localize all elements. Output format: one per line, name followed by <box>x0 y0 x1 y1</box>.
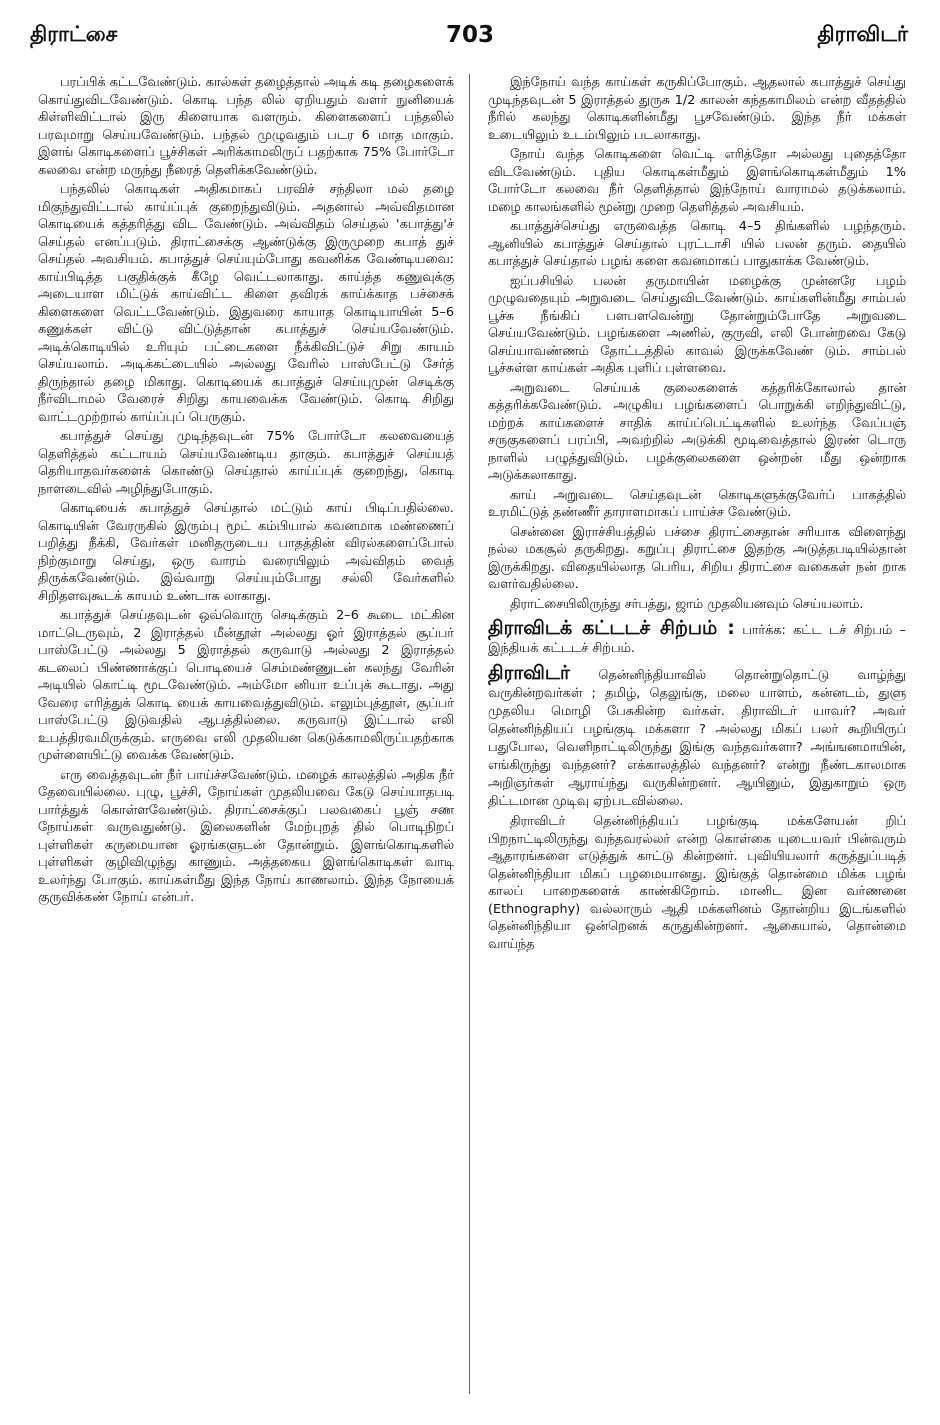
entry-dravidians <box>488 664 906 811</box>
paragraph: சென்னை இராச்சியத்தில் பச்சை திராட்சைதான் சரியாக விளைந்து நல்ல மகசூல் தருகிறது. கறுப்பு திராட்சை இதற்கு அடுத்தபடியில்தான் இருக்கிறது. விதையில்லாத பெரிய, சிறிய திராட்சை வகைகள் நன் றாக வளர்வதில்லை. <box>488 524 906 592</box>
paragraph: அறுவடை செய்யக் குலைகளைக் கத்தரிக்கோலால் தான் கத்தரிக்கவேண்டும். அழுகிய பழங்களைப் பொறுக்கி எறிந்துவிட்டு, மற்றக் காய்களைச் சாதிக் காய்ப்பெட்டிகளில் உலர்ந்த வேப்பஞ் சருகுகளைப் பரப்பி, அவற்றில் அடுக்கி மூடிவைத்தால் இரண் டொரு நாளில் பழுத்துவிடும். பழக்குலைகளை ஒன்றன் மீது ஒன்றாக அடுக்கலாகாது. <box>488 380 906 483</box>
paragraph: திராவிடர் தென்னிந்தியப் பழங்குடி மக்களேயன் றிப் பிறநாட்டிலிருந்து வந்தவரல்லர் என்ற கொள்கை யுடையவர் பின்வரும் ஆதாரங்களை எடுத்துக் காட்டு கின்றனர். புவியியலார் கருத்துப்படித் தென்னிந்தியா மிகப் பழமையானது. இங்குத் தொன்மை மிக்க பழங் காலப் பாறைகளைக் காண்கிறோம். மானிட இன வர்ணனை (Ethnography) வல்லாரும் ஆதி மக்களினம் தோன்றிய இடங்களில் தென்னிந்தியா ஒன்றெனக் கருதுகின்றனர். ஆகையால், தொன்மை வாய்ந்த <box>488 814 906 952</box>
left-column <box>38 74 454 909</box>
paragraph: கபாத்துச் செய்தவுடன் ஒவ்வொரு செடிக்கும் 2–6 கூடை மட்கின மாட்டெருவும், 2 இராத்தல் மீன்தூள் அல்லது ஓர் இராத்தல் சூப்பர் பாஸ்பேட்டு அல்லது 5 இராத்தல் கருவாடு அல்லது 2 இராத்தல் கடலைப் பிண்ணாக்குப் பொடியைச் செம்மண்ணுடன் கலந்து வேரின் அடியில் கொட்டி மூடவேண்டும். அம்மோ னியா உப்புக் கூடாது. அது வேரை எரித்துக் கொடி யைக் காயவைத்துவிடும். எலும்புத்தூள், சூப்பர் பாஸ்பேட்டு இடுவதில் ஆபத்தில்லை. கருவாடு இட்டால் எலி உபத்திரவமிருக்கும். எருவை எலி முதலியன கெடுக்காமலிருப்பதற்காக முள்ளையிட்டு வைக்க வேண்டும். <box>38 608 454 763</box>
paragraph: பரப்பிக் கட்டவேண்டும். கால்கள் தழைத்தால் அடிக் கடி தழைகளைக் கொய்துவிடவேண்டும். கொடி பந்த லில் ஏறியதும் வளர் நுனியைக் கிள்ளிவிட்டால் இரு கிளையாக வளரும். கிளைகளைப் பந்தலில் பரவுமாறு செய்யவேண்டும். பந்தல் முழுவதும் படர 6 மாத மாகும். இளங் கொடிகளைப் பூச்சிகள் அரிக்காமலிருப் பதற்காக 75% போர்டோ கலவை என்ற மருந்து நீரைத் தெளிக்கவேண்டும். <box>38 75 454 178</box>
paragraph: எரு வைத்தவுடன் நீர் பாய்ச்சவேண்டும். மழைக் காலத்தில் அதிக நீர் தேவையில்லை. புழு, பூச்சி, நோய்கள் முதலியவை கேடு செய்யாதபடி பார்த்துக் கொள்ளவேண்டும். திராட்சைக்குப் பலவகைப் பூஞ் சண நோய்கள் வருவதுண்டு. இலைகளின் மேற்புறத் தில் பொடிநிறப் புள்ளிகள் கருமையான ஓரங்களுடன் தோன்றும். இளங்கொடிகளில் புள்ளிகள் குழிவிழுந்து காணும். அத்தகைய இளங்கொடிகள் வாடி உலர்ந்து போகும். காய்கள்மீது இந்த நோய் காணலாம். இந்த நோயைக் குருவிக்கண் நோய் என்பர். <box>38 767 454 905</box>
page-number: 703 <box>445 22 494 48</box>
page-header <box>0 22 940 56</box>
entry-text: பார்க்க: கட்ட டச் சிற்பம் – இந்தியக் கட்டடச் சிற்பம். <box>488 623 906 656</box>
running-head-left: திராட்சை <box>30 22 118 46</box>
paragraph: காய் அறுவடை செய்தவுடன் கொடிகளுக்குவேர்ப் பாகத்தில் உரமிட்டுத் தண்ணீர் தாராளமாகப் பாய்ச்ச வேண்டும். <box>488 487 906 520</box>
paragraph: பந்தலில் கொடிகள் அதிகமாகப் பரவிச் சந்திலா மல் தழை மிகுந்துவிட்டால் காய்ப்புக் குறைந்துவிடும். அதனால் அவ்விதமான கொடியைக் கத்தரித்து விட வேண்டும். அவ்விதம் செய்தல் 'கபாத்து'ச் செய்தல் எனப்படும். திராட்சைக்கு ஆண்டுக்கு இருமுறை கபாத் துச் செய்தல் அவசியம். கபாத்துச் செய்யும்போது கவனிக்க வேண்டியவை: காய்பிடித்த பகுதிக்குக் கீழே வெட்டலாகாது. காய்த்த கணுவுக்கு அடையாள மிட்டுக் காய்விட்ட கிளை தவிரக் காய்க்காத பச்சைக் கிளைகளை வெட்டவேண்டும். இதுவரை காயாத கொடியாயின் 5–6 கணுக்கள் விட்டு விட்டுத்தான் கபாத்துச் செய்யவேண்டும். அடிக்கொடியில் உரியும் பட்டைகளை நீக்கிவிட்டுச் சிறு காயம் செய்யலாம். அடிக்கட்டையில் அல்லது வேரில் பாஸ்பேட்டு சேர்த் திருந்தால் தழை மிகாது. கொடியைக் கபாத்துச் செய்யுமுன் செடிக்கு நீர்விடாமல் வேரைச் சிறிது காயவைக்க வேண்டும். கொடி சிறிது வாட்டமுற்றால் காய்ப்புப் பெருகும். <box>38 182 454 425</box>
column-divider <box>469 74 470 1394</box>
right-column <box>488 74 906 955</box>
entry-text: தென்னிந்தியாவில் தொன்றுதொட்டு வாழ்ந்து வருகின்றவர்கள் ; தமிழ், தெலுங்கு, மலை யாளம், கன்னடம், துளு முதலிய மொழி பேசுகின்ற வர்கள். திராவிடர் யாவர்? அவர் தென்னிந்தியப் பழங்குடி மக்களா ? அல்லது மிகப் பலர் கூறியிருப் பதுபோல, வெளிநாட்டிலிருந்து இங்கு வந்தவர்களா? அங்ஙனமாயின், எங்கிருந்து வந்தனர்? எக்காலத்தில் வந்தனர்? என்று நீண்டகாலமாக அறிஞர்கள் ஆராய்ந்து வருகின்றனர். ஆயினும், இதுகாறும் ஒரு திட்டமான முடிவு ஏற்படவில்லை. <box>488 668 906 809</box>
paragraph: திராட்சையிலிருந்து சர்பத்து, ஜாம் முதலியனவும் செய்யலாம். <box>510 596 864 612</box>
running-head-right: திராவிடர் <box>817 22 908 46</box>
entry-dravidian-architecture <box>488 619 906 658</box>
paragraph: கபாத்துச் செய்து முடிந்தவுடன் 75% போர்டோ கலவையைத் தெளித்தல் கட்டாயம் செய்யவேண்டிய தாகும். கபாத்துச் செய்யத் தெரியாதவர்களைக் கொண்டு செய்தால் காய்ப்புக் குறைந்து, கொடி நாளடைவில் அழிந்துபோகும். <box>38 429 454 497</box>
paragraph: கபாத்துச்செய்து எருவைத்த கொடி 4–5 திங்களில் பழந்தரும். ஆனியில் கபாத்துச் செய்தால் புரட்டாசி யில் பலன் தரும். தையில் கபாத்துச் செய்தால் பழங் களை கவனமாகப் பாதுகாக்க வேண்டும். <box>488 219 906 269</box>
entry-title: திராவிடர் <box>488 662 570 684</box>
entry-title: திராவிடக் கட்டடச் சிற்பம் : <box>488 617 735 639</box>
paragraph: நோய் வந்த கொடிகளை வெட்டி எரித்தோ அல்லது புதைத்தோ விடவேண்டும். புதிய கொடிகள்மீதும் இளங்கொடிகள்மீதும் 1% போர்டோ கலவை நீர் தெளித்தால் இந்நோய் வாராமல் தடுக்கலாம். மழை காலங்களில் மூன்று முறை தெளித்தல் அவசியம். <box>488 147 906 215</box>
paragraph: ஐப்பசியில் பலன் தருமாயின் மழைக்கு முன்னரே பழம் முழுவதையும் அறுவடை செய்துவிடவேண்டும். காய்களின்மீது சாம்பல் பூச்சு நீங்கிப் பளபளவென்று தோன்றும்போதே அறுவடை செய்யவேண்டும். பழங்களை அணில், குருவி, எலி போன்றவை கேடு செய்யாவண்ணம் தோட்டத்தில் காவல் இருக்கவேண் டும். சாம்பல் பூச்சுள்ள காய்கள் அதிக புளிப் புள்ளவை. <box>488 273 906 376</box>
paragraph: கொடியைக் கபாத்துச் செய்தால் மட்டும் காய் பிடிப்பதில்லை. கொடியின் வேரருகில் இரும்பு மூட் கம்பியால் கவனமாக மண்ணைப் பறித்து நீக்கி, வேர்கள் மனிதருடைய பாதத்தின் விரல்களைப்போல் நிற்குமாறு செய்து, ஒரு வாரம் வரையிலும் அவ்விதம் வைத் திருக்கவேண்டும். இவ்வாறு செய்யும்போது சல்லி வேர்களில் சிறிதளவுகூடக் காயம் உண்டாக லாகாது. <box>38 501 454 604</box>
paragraph: இந்நோய் வந்த காய்கள் கருகிப்போகும். ஆதலால் கபாத்துச் செய்து முடிந்தவுடன் 5 இராத்தல் துருசு 1/2 காலன் கந்தகாமிலம் என்ற வீதத்தில் நீரில் கலந்து கொடிகளின்மீது பூசவேண்டும். இந்த நீர் மக்கள் உடையிலும் உடம்பிலும் படலாகாது. <box>488 75 906 143</box>
